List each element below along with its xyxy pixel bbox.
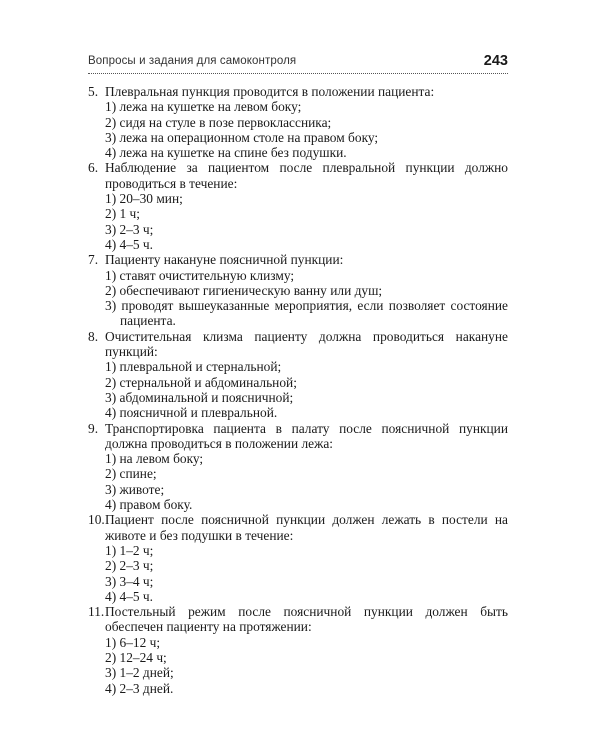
question-10: [88, 512, 508, 604]
answer-options: [88, 635, 508, 696]
question-stem: Постельный режим после поясничной пункции должен быть обеспечен пациенту на протяжении:: [105, 604, 508, 635]
running-title: Вопросы и задания для самоконтроля: [88, 55, 297, 67]
question-text: [88, 160, 508, 191]
answer-options: [88, 451, 508, 512]
answer-option: 2) спине;: [105, 466, 157, 482]
answer-option: 3) лежа на операционном столе на правом боку;: [105, 129, 379, 145]
answer-option: 1) ставят очистительную клизму;: [105, 267, 295, 283]
answer-option: 3) проводят вышеуказанные мероприятия, если позволяет состояние пациента.: [105, 298, 508, 329]
answer-option: 1) на левом боку;: [105, 451, 204, 467]
answer-option: 3) абдоминальной и поясничной;: [105, 389, 294, 405]
question-number: 9.: [88, 420, 99, 436]
question-stem: Очистительная клизма пациенту должна проводиться накануне пункций:: [105, 328, 508, 360]
answer-option: 2) 1 ч;: [105, 206, 141, 222]
question-stem: Транспортировка пациента в палату после поясничной пункции должна проводиться в положении лежа:: [105, 420, 508, 451]
answer-options: [88, 99, 508, 160]
question-8: [88, 329, 508, 421]
answer-option: 3) 3–4 ч;: [105, 573, 154, 589]
answer-options: [88, 359, 508, 420]
question-7: [88, 252, 508, 328]
answer-option: 1) 6–12 ч;: [105, 634, 161, 650]
question-text: [88, 604, 508, 635]
running-header: [88, 50, 508, 74]
answer-option: 2) сидя на стуле в позе первоклассника;: [105, 114, 332, 130]
question-stem: Пациенту накануне поясничной пункции:: [105, 252, 344, 268]
answer-option: 3) 1–2 дней;: [105, 665, 174, 681]
page-number: 243: [483, 53, 508, 69]
question-number: 6.: [88, 160, 99, 176]
question-stem: Плевральная пункция проводится в положении пациента:: [105, 84, 435, 99]
question-stem: Пациент после поясничной пункции должен лежать в постели на животе и без подушки в течение:: [105, 512, 508, 543]
question-text: [88, 421, 508, 452]
question-11: [88, 604, 508, 696]
question-text: [88, 252, 508, 267]
answer-options: [88, 268, 508, 329]
question-text: [88, 329, 508, 360]
question-text: [88, 84, 508, 99]
question-number: 7.: [88, 252, 99, 268]
question-9: [88, 421, 508, 513]
question-number: 8.: [88, 328, 99, 344]
answer-option: 1) плевральной и стернальной;: [105, 359, 282, 375]
answer-options: [88, 543, 508, 604]
question-stem: Наблюдение за пациентом после плевральной пункции должно проводиться в течение:: [105, 160, 508, 191]
question-number: 11.: [88, 604, 105, 620]
answer-option: 4) 4–5 ч.: [105, 588, 154, 604]
question-5: [88, 84, 508, 160]
answer-option: 3) 2–3 ч;: [105, 221, 154, 237]
question-list: [88, 84, 508, 696]
answer-option: 1) лежа на кушетке на левом боку;: [105, 99, 302, 115]
question-number: 5.: [88, 84, 99, 99]
header-dotted-rule: [88, 73, 508, 74]
answer-option: 1) 20–30 мин;: [105, 191, 183, 207]
question-6: [88, 160, 508, 252]
answer-option: 4) лежа на кушетке на спине без подушки.: [105, 145, 347, 161]
question-number: 10.: [88, 512, 105, 528]
answer-option: 4) 4–5 ч.: [105, 236, 154, 252]
answer-option: 2) обеспечивают гигиеническую ванну или душ;: [105, 282, 383, 298]
answer-option: 2) стернальной и абдоминальной;: [105, 374, 297, 390]
answer-option: 2) 2–3 ч;: [105, 558, 154, 574]
answer-option: 3) животе;: [105, 481, 165, 497]
answer-option: 1) 1–2 ч;: [105, 542, 154, 558]
answer-option: 4) 2–3 дней.: [105, 680, 174, 696]
answer-option: 4) правом боку.: [105, 497, 193, 513]
answer-option: 4) поясничной и плевральной.: [105, 405, 278, 421]
question-text: [88, 512, 508, 543]
answer-options: [88, 191, 508, 252]
answer-option: 2) 12–24 ч;: [105, 649, 167, 665]
